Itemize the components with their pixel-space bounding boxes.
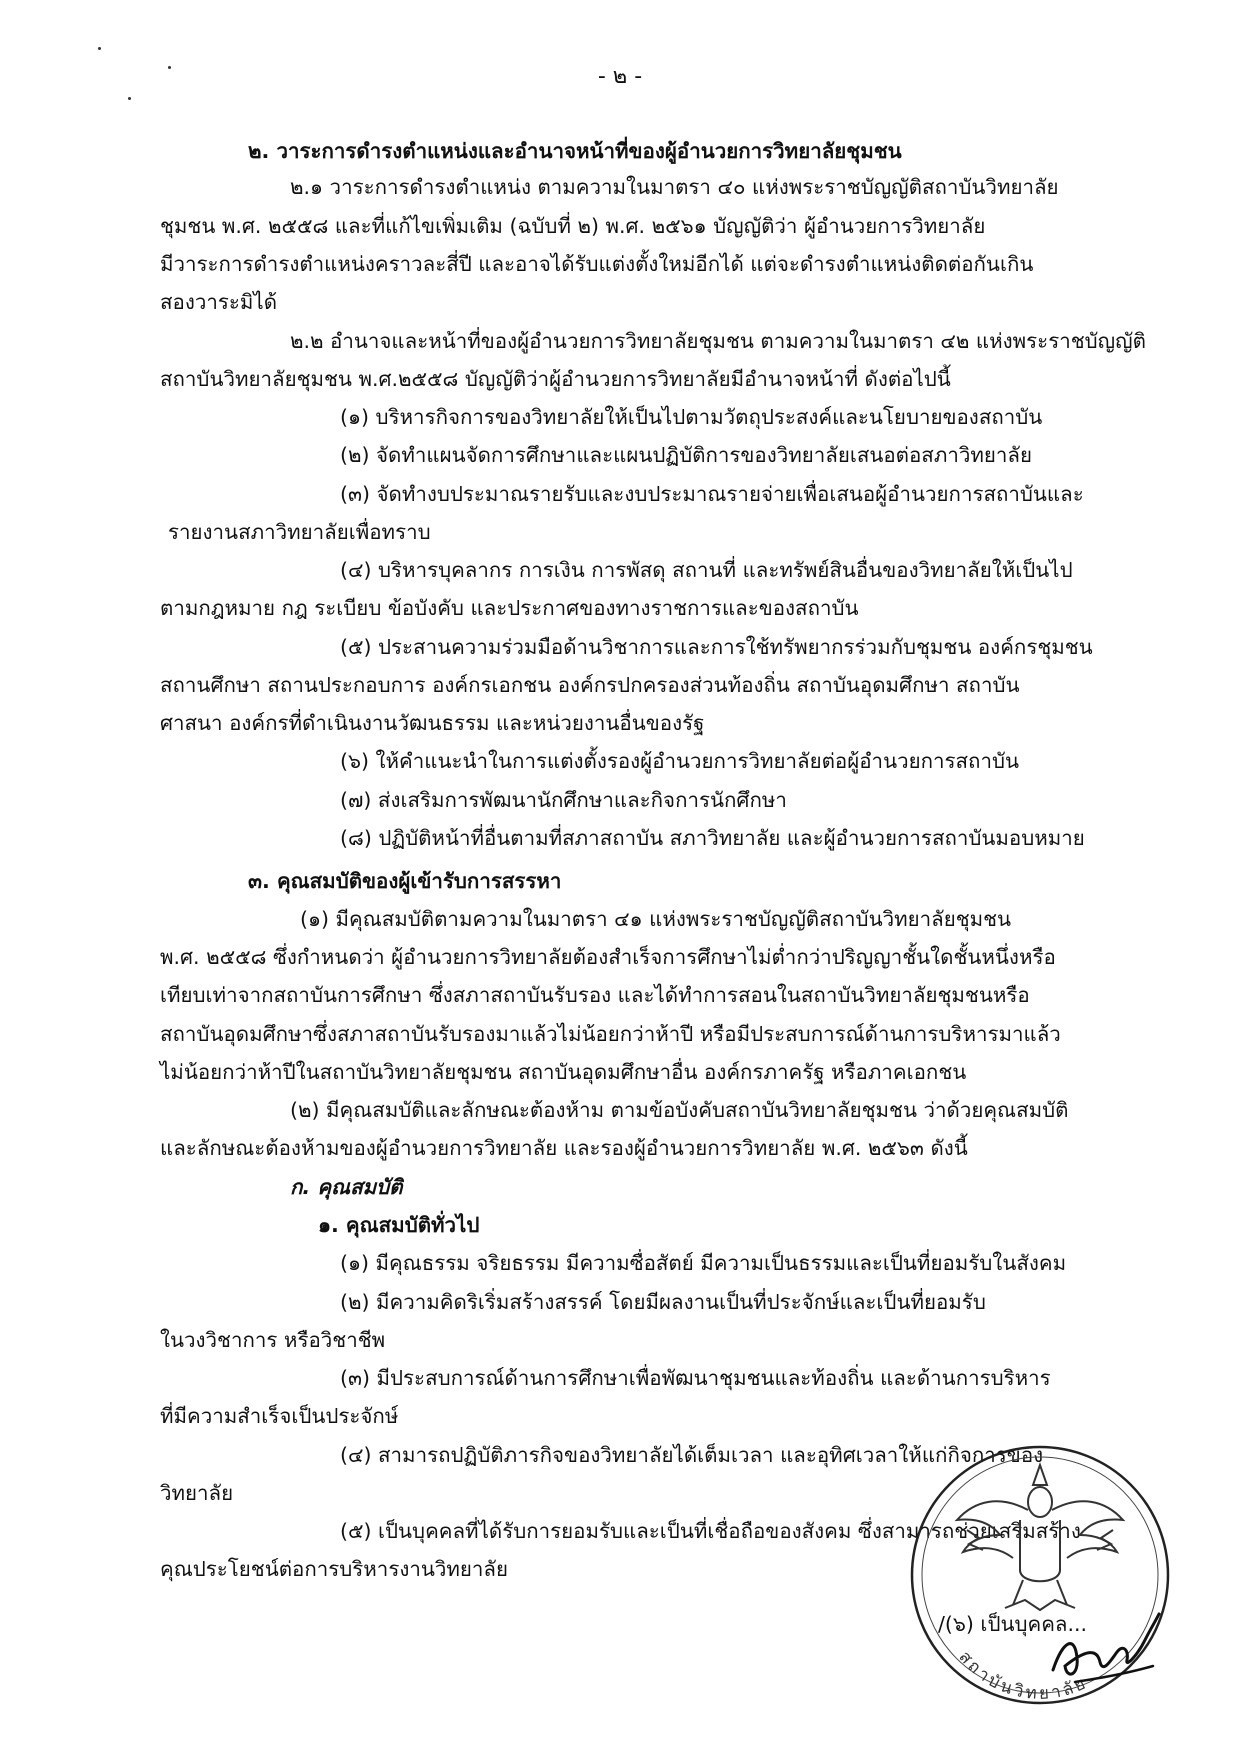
- paragraph-3-1-line: เทียบเท่าจากสถาบันการศึกษา ซึ่งสภาสถาบันรับรอง และได้ทำการสอนในสถาบันวิทยาลัยชุมชนหรือ: [160, 983, 1030, 1007]
- paragraph-2-1-line: มีวาระการดำรงตำแหน่งคราวละสี่ปี และอาจได้รับแต่งตั้งใหม่อีกได้ แต่จะดำรงตำแหน่งติดต่อกันเกิน: [160, 252, 1034, 276]
- seal-text: สถาบันวิทยาลัย: [954, 1647, 1092, 1705]
- qualification-item-cont: คุณประโยชน์ต่อการบริหารงานวิทยาลัย: [160, 1557, 508, 1581]
- duty-item-cont: ตามกฎหมาย กฎ ระเบียบ ข้อบังคับ และประกาศของทางราชการและของสถาบัน: [160, 596, 859, 620]
- duty-item-cont: รายงานสภาวิทยาลัยเพื่อทราบ: [168, 520, 431, 544]
- paragraph-3-2-line: (๒) มีคุณสมบัติและลักษณะต้องห้าม ตามข้อบังคับสถาบันวิทยาลัยชุมชน ว่าด้วยคุณสมบัติ: [290, 1098, 1069, 1122]
- qualification-item-cont: ที่มีความสำเร็จเป็นประจักษ์: [160, 1404, 399, 1428]
- garuda-emblem-icon: [957, 1465, 1123, 1610]
- continuation-marker: /(๖) เป็นบุคคล...: [938, 1612, 1088, 1636]
- paragraph-2-1-line: สองวาระมิได้: [160, 290, 278, 314]
- qualification-item-cont: วิทยาลัย: [160, 1481, 234, 1505]
- qualification-item: (๔) สามารถปฏิบัติภารกิจของวิทยาลัยได้เต็มเวลา และอุทิศเวลาให้แก่กิจการของ: [340, 1443, 1044, 1467]
- duty-item: (๘) ปฏิบัติหน้าที่อื่นตามที่สภาสถาบัน สภาวิทยาลัย และผู้อำนวยการสถาบันมอบหมาย: [340, 826, 1085, 850]
- page-number: - ๒ -: [597, 64, 643, 89]
- paragraph-3-1-line: พ.ศ. ๒๕๕๘ ซึ่งกำหนดว่า ผู้อำนวยการวิทยาลัยต้องสำเร็จการศึกษาไม่ต่ำกว่าปริญญาชั้นใดชั้นหนึ่งหรือ: [160, 945, 1056, 969]
- paragraph-2-2-line: ๒.๒ อำนาจและหน้าที่ของผู้อำนวยการวิทยาลัยชุมชน ตามความในมาตรา ๔๒ แห่งพระราชบัญญัติ: [290, 329, 1146, 353]
- qualification-item: (๓) มีประสบการณ์ด้านการศึกษาเพื่อพัฒนาชุมชนและท้องถิ่น และด้านการบริหาร: [340, 1366, 1051, 1390]
- duty-item: (๗) ส่งเสริมการพัฒนานักศึกษาและกิจการนักศึกษา: [340, 788, 787, 812]
- duty-item: (๔) บริหารบุคลากร การเงิน การพัสดุ สถานที่ และทรัพย์สินอื่นของวิทยาลัยให้เป็นไป: [340, 558, 1073, 582]
- section-2-heading: ๒. วาระการดำรงตำแหน่งและอำนาจหน้าที่ของผู้อำนวยการวิทยาลัยชุมชน: [248, 139, 902, 163]
- duty-item: (๕) ประสานความร่วมมือด้านวิชาการและการใช้ทรัพยากรร่วมกับชุมชน องค์กรชุมชน: [340, 635, 1093, 659]
- qualification-item: (๕) เป็นบุคคลที่ได้รับการยอมรับและเป็นที่เชื่อถือของสังคม ซึ่งสามารถช่วยเสริมสร้าง: [340, 1519, 1081, 1543]
- paragraph-2-1-line: ๒.๑ วาระการดำรงตำแหน่ง ตามความในมาตรา ๔๐ แห่งพระราชบัญญัติสถาบันวิทยาลัย: [290, 175, 1059, 199]
- paragraph-3-1-line: สถาบันอุดมศึกษาซึ่งสภาสถาบันรับรองมาแล้วไม่น้อยกว่าห้าปี หรือมีประสบการณ์ด้านการบริหารมาแล้ว: [160, 1022, 1061, 1046]
- duty-item: (๓) จัดทำงบประมาณรายรับและงบประมาณรายจ่ายเพื่อเสนอผู้อำนวยการสถาบันและ: [340, 482, 1084, 506]
- paragraph-2-1-line: ชุมชน พ.ศ. ๒๕๕๘ และที่แก้ไขเพิ่มเติม (ฉบับที่ ๒) พ.ศ. ๒๕๖๑ บัญญัติว่า ผู้อำนวยการวิทยาลัย: [160, 214, 986, 238]
- duty-item: (๒) จัดทำแผนจัดการศึกษาและแผนปฏิบัติการของวิทยาลัยเสนอต่อสภาวิทยาลัย: [340, 443, 1032, 467]
- paragraph-2-2-line: สถาบันวิทยาลัยชุมชน พ.ศ.๒๕๕๘ บัญญัติว่าผู้อำนวยการวิทยาลัยมีอำนาจหน้าที่ ดังต่อไปนี้: [160, 367, 951, 391]
- qualification-item-cont: ในวงวิชาการ หรือวิชาชีพ: [160, 1328, 386, 1352]
- duty-item: (๑) บริหารกิจการของวิทยาลัยให้เป็นไปตามวัตถุประสงค์และนโยบายของสถาบัน: [340, 405, 1043, 429]
- scan-speck: [128, 97, 131, 100]
- paragraph-3-2-line: และลักษณะต้องห้ามของผู้อำนวยการวิทยาลัย และรองผู้อำนวยการวิทยาลัย พ.ศ. ๒๕๖๓ ดังนี้: [160, 1136, 968, 1160]
- signature-mark: [1045, 1600, 1165, 1690]
- section-3-heading: ๓. คุณสมบัติของผู้เข้ารับการสรรหา: [248, 869, 562, 893]
- duty-item-cont: สถานศึกษา สถานประกอบการ องค์กรเอกชน องค์กรปกครองส่วนท้องถิ่น สถาบันอุดมศึกษา สถาบัน: [160, 673, 1020, 697]
- qualification-item: (๒) มีความคิดริเริ่มสร้างสรรค์ โดยมีผลงานเป็นที่ประจักษ์และเป็นที่ยอมรับ: [340, 1290, 986, 1314]
- scan-speck: [98, 47, 101, 50]
- duty-item: (๖) ให้คำแนะนำในการแต่งตั้งรองผู้อำนวยการวิทยาลัยต่อผู้อำนวยการสถาบัน: [340, 749, 1020, 773]
- duty-item-cont: ศาสนา องค์กรที่ดำเนินงานวัฒนธรรม และหน่วยงานอื่นของรัฐ: [160, 711, 705, 735]
- paragraph-3-1-line: ไม่น้อยกว่าห้าปีในสถาบันวิทยาลัยชุมชน สถาบันอุดมศึกษาอื่น องค์กรภาครัฐ หรือภาคเอกชน: [160, 1060, 967, 1084]
- paragraph-3-1-line: (๑) มีคุณสมบัติตามความในมาตรา ๔๑ แห่งพระราชบัญญัติสถาบันวิทยาลัยชุมชน: [300, 907, 1012, 931]
- subheading-general-qualifications: ๑. คุณสมบัติทั่วไป: [318, 1213, 480, 1237]
- subheading-qualifications: ก. คุณสมบัติ: [290, 1175, 403, 1199]
- qualification-item: (๑) มีคุณธรรม จริยธรรม มีความซื่อสัตย์ มีความเป็นธรรมและเป็นที่ยอมรับในสังคม: [340, 1251, 1067, 1275]
